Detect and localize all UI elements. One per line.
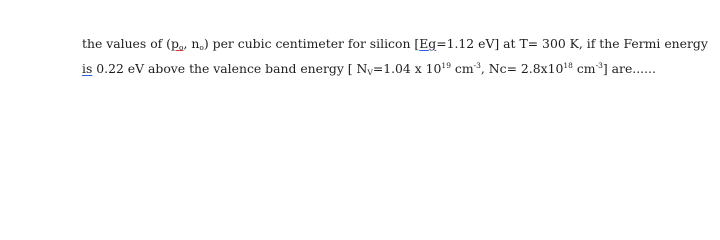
text-segment: E: [419, 36, 429, 51]
superscript: -3: [595, 61, 603, 70]
spell-underlined-eg: [419, 36, 436, 51]
text-segment: n: [191, 36, 200, 51]
text-segment: ,: [183, 36, 192, 51]
subscript: o: [178, 43, 184, 52]
text-segment: g: [428, 36, 437, 51]
question-line-1: [82, 36, 708, 52]
text-segment: cm: [450, 61, 474, 76]
text-segment: the values of (: [82, 36, 172, 51]
superscript: -3: [473, 61, 481, 70]
text-segment: =1.12 eV] at T= 300 K, if the Fermi energy: [436, 36, 708, 51]
text-segment: cm: [572, 61, 596, 76]
spell-underlined-is: is: [82, 61, 93, 76]
text-segment: 0.22 eV above the valence band energy [ N: [92, 61, 368, 76]
subscript: o: [199, 43, 204, 52]
text-segment: , Nc= 2.8x10: [480, 61, 564, 76]
text-segment: ) per cubic centimeter for silicon [: [203, 36, 420, 51]
text-segment: =1.04 x 10: [372, 61, 442, 76]
subscript: V: [367, 68, 373, 77]
superscript: 19: [441, 61, 451, 70]
question-line-2: [82, 61, 656, 77]
text-segment: ] are......: [602, 61, 656, 76]
text-segment: p: [171, 36, 179, 51]
spell-underlined-p: [171, 36, 183, 51]
superscript: 18: [563, 61, 573, 70]
